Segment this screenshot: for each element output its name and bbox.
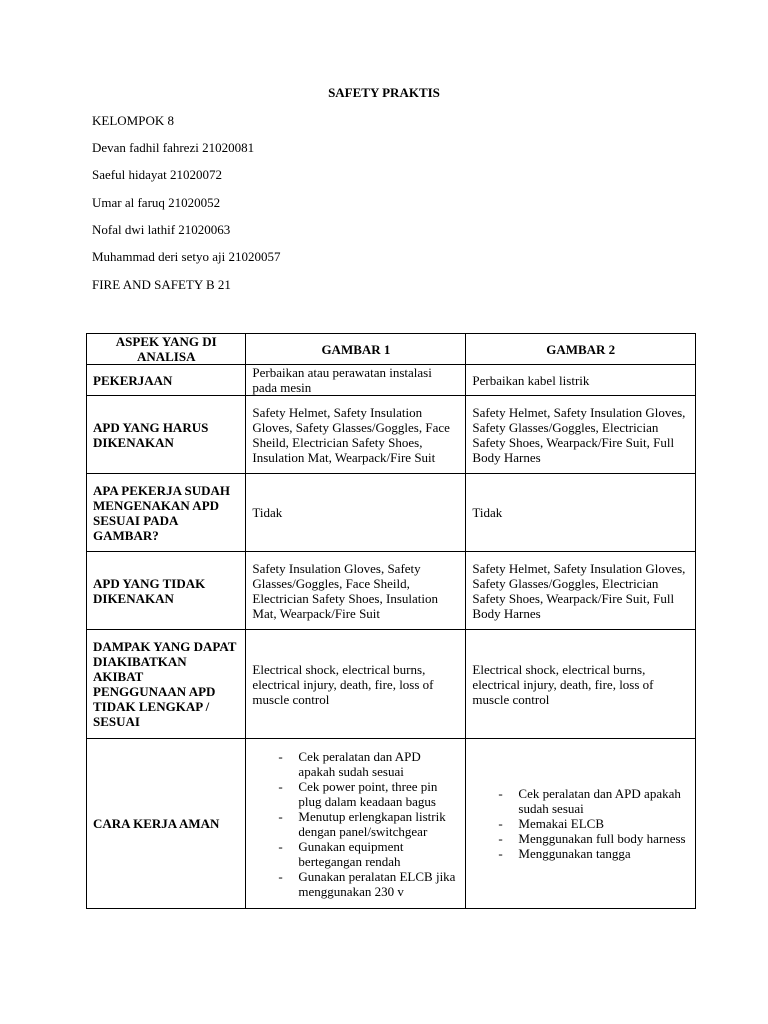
row-label-cara: CARA KERJA AMAN xyxy=(87,739,246,909)
table-row xyxy=(87,396,696,474)
cell-dampak-g1: Electrical shock, electrical burns, electrical injury, death, fire, loss of muscle control xyxy=(246,630,466,739)
row-label-pekerjaan: PEKERJAAN xyxy=(87,365,246,396)
analysis-table xyxy=(86,333,696,909)
member-5: Muhammad deri setyo aji 21020057 xyxy=(92,249,281,264)
row-label-apd-sudah: APA PEKERJA SUDAH MENGENAKAN APD SESUAI PADA GAMBAR? xyxy=(87,474,246,552)
table-row xyxy=(87,474,696,552)
document-title: SAFETY PRAKTIS xyxy=(328,85,440,100)
member-4: Nofal dwi lathif 21020063 xyxy=(92,222,231,237)
group-name: KELOMPOK 8 xyxy=(92,113,174,128)
list-item: - Menutup erlengkapan listrik dengan panel/switchgear xyxy=(278,808,446,839)
cell-apd-sudah-g2: Tidak xyxy=(466,474,696,552)
table-row xyxy=(87,630,696,739)
list-item: - Cek peralatan dan APD apakah sudah sesuai xyxy=(278,748,421,779)
cell-pekerjaan-g1: Perbaikan atau perawatan instalasi pada mesin xyxy=(246,365,466,396)
row-label-apd-harus: APD YANG HARUS DIKENAKAN xyxy=(87,396,246,474)
cell-pekerjaan-g2: Perbaikan kabel listrik xyxy=(466,365,696,396)
cell-cara-g2 xyxy=(466,739,696,909)
member-1: Devan fadhil fahrezi 21020081 xyxy=(92,140,255,155)
row-label-apd-tidak: APD YANG TIDAK DIKENAKAN xyxy=(87,552,246,630)
cara-list-g2 xyxy=(472,786,689,861)
cell-apd-harus-g2: Safety Helmet, Safety Insulation Gloves, Safety Glasses/Goggles, Electrician Safety Shoes, Wearpack/Fire Suit, Full Body Harnes xyxy=(466,396,696,474)
cell-cara-g1 xyxy=(246,739,466,909)
cell-apd-tidak-g2: Safety Helmet, Safety Insulation Gloves, Safety Glasses/Goggles, Electrician Safety Shoes, Wearpack/Fire Suit, Full Body Harnes xyxy=(466,552,696,630)
list-item: - Cek peralatan dan APD apakah sudah sesuai xyxy=(498,786,681,816)
table-row xyxy=(87,365,696,396)
cara-list-g1 xyxy=(252,749,459,899)
list-item: - Memakai ELCB xyxy=(498,816,604,831)
row-label-dampak: DAMPAK YANG DAPAT DIAKIBATKAN AKIBAT PENGGUNAAN APD TIDAK LENGKAP / SESUAI xyxy=(87,630,246,739)
cell-apd-tidak-g1: Safety Insulation Gloves, Safety Glasses/Goggles, Face Sheild, Electrician Safety Shoes, Insulation Mat, Wearpack/Fire Suit xyxy=(246,552,466,630)
cell-dampak-g2: Electrical shock, electrical burns, electrical injury, death, fire, loss of muscle control xyxy=(466,630,696,739)
list-item: - Gunakan peralatan ELCB jika menggunakan 230 v xyxy=(278,868,456,899)
header-aspek: ASPEK YANG DI ANALISA xyxy=(87,334,246,365)
table-row xyxy=(87,739,696,909)
list-item: - Menggunakan full body harness xyxy=(498,831,686,846)
list-item: - Menggunakan tangga xyxy=(498,846,631,861)
table-row xyxy=(87,552,696,630)
list-item: - Gunakan equipment bertegangan rendah xyxy=(278,838,404,869)
table-header-row xyxy=(87,334,696,365)
class-name: FIRE AND SAFETY B 21 xyxy=(92,277,231,292)
member-3: Umar al faruq 21020052 xyxy=(92,195,221,210)
list-item: - Cek power point, three pin plug dalam keadaan bagus xyxy=(278,778,438,809)
header-gambar-1: GAMBAR 1 xyxy=(246,334,466,365)
cell-apd-sudah-g1: Tidak xyxy=(246,474,466,552)
cell-apd-harus-g1: Safety Helmet, Safety Insulation Gloves, Safety Glasses/Goggles, Face Sheild, Electrician Safety Shoes, Insulation Mat, Wearpack/Fire Suit xyxy=(246,396,466,474)
header-gambar-2: GAMBAR 2 xyxy=(466,334,696,365)
member-2: Saeful hidayat 21020072 xyxy=(92,167,222,182)
